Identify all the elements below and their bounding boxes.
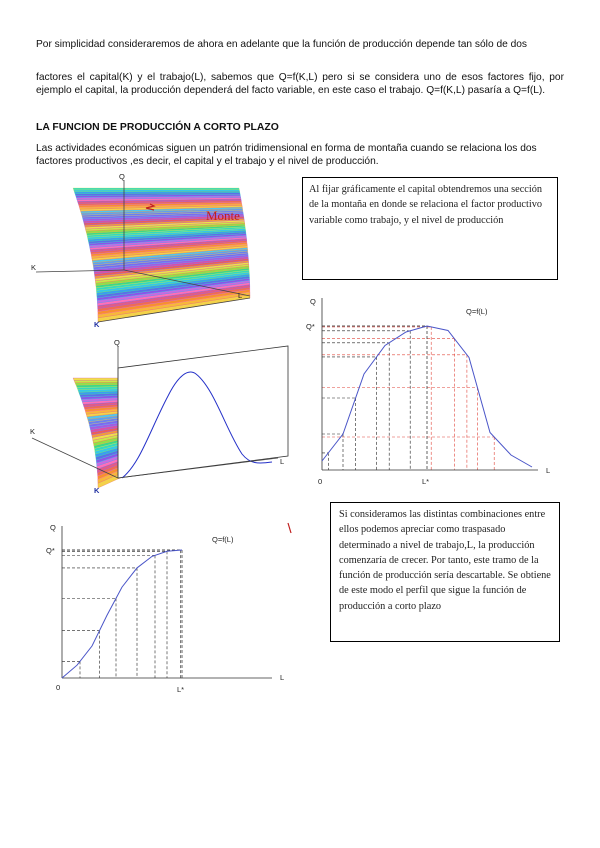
intro-paragraph-2: factores el capital(K) y el trabajo(L), sabemos que Q=f(K,L) pero si se considera uno de esos factores fijo, por ejemplo el capital, la producción dependerá del facto variable, en este caso el trabajo. Q=f(K,L) pasaría a Q=f(L). (36, 72, 564, 96)
section-surface (73, 378, 120, 488)
q-axis-label: Q (114, 338, 120, 347)
mountain-band (73, 188, 239, 190)
mountain-annotation: Monte (206, 208, 240, 223)
section-heading: LA FUNCION DE PRODUCCIÓN A CORTO PLAZO (36, 122, 279, 133)
y-axis-label: Q (50, 523, 56, 532)
l-axis-label: L (280, 457, 285, 466)
q-star-label: Q* (46, 546, 55, 555)
intro-paragraph-1: Por simplicidad consideraremos de ahora en adelante que la función de producción depende tan sólo de dos (36, 39, 528, 50)
l-star-label: L* (177, 685, 185, 694)
explanation-box-2 (330, 502, 560, 642)
l-axis-label: L (238, 291, 243, 300)
x-axis-label: L (546, 466, 551, 475)
guide-lines (62, 550, 182, 678)
explanation-text-2: Si consideramos las distintas combinaciones entre ellos podemos apreciar como traspasado determinado a nivel de trabajo,L, la producción comenzaría de crecer. Por tanto, este tramo de la función de producción sería descartable. Se obtiene de este modo el perfil que sigue la función de producción a corto plazo (339, 509, 551, 612)
production-mountain-figure (28, 170, 290, 332)
y-axis-label: Q (310, 297, 316, 306)
explanation-box-1 (302, 177, 558, 280)
mountain-section-figure (28, 338, 290, 500)
x-axis-label: L (280, 673, 285, 682)
k-front-label: K (94, 486, 100, 495)
chart-title: Q=f(L) (466, 307, 488, 316)
mountain-band (73, 378, 120, 380)
production-curve (62, 550, 182, 678)
k-axis-label: K (31, 263, 37, 272)
intro-paragraph-3: Las actividades económicas siguen un patrón tridimensional en forma de montaña cuando se relaciona los dos factores productivos ,es decir, el capital y el trabajo y el nivel de producción. (36, 143, 537, 167)
pen-mark-icon (288, 523, 291, 533)
chart-title: Q=f(L) (212, 535, 234, 544)
k-front-label: K (94, 320, 100, 329)
l-star-label: L* (422, 477, 430, 486)
explanation-text-1: Al fijar gráficamente el capital obtendremos una sección de la montaña en donde se relaciona el factor productivo variable como trabajo, y el nivel de producción (309, 184, 543, 226)
production-curve-chart (300, 290, 590, 490)
short-run-curve-chart (40, 520, 300, 695)
k-axis-label: K (30, 427, 36, 436)
q-star-label: Q* (306, 322, 315, 331)
mountain-band (74, 380, 120, 383)
origin-label: 0 (318, 477, 323, 486)
q-axis-label: Q (119, 172, 125, 181)
guide-lines (322, 326, 494, 470)
cutting-plane (118, 346, 288, 478)
origin-label: 0 (56, 683, 61, 692)
